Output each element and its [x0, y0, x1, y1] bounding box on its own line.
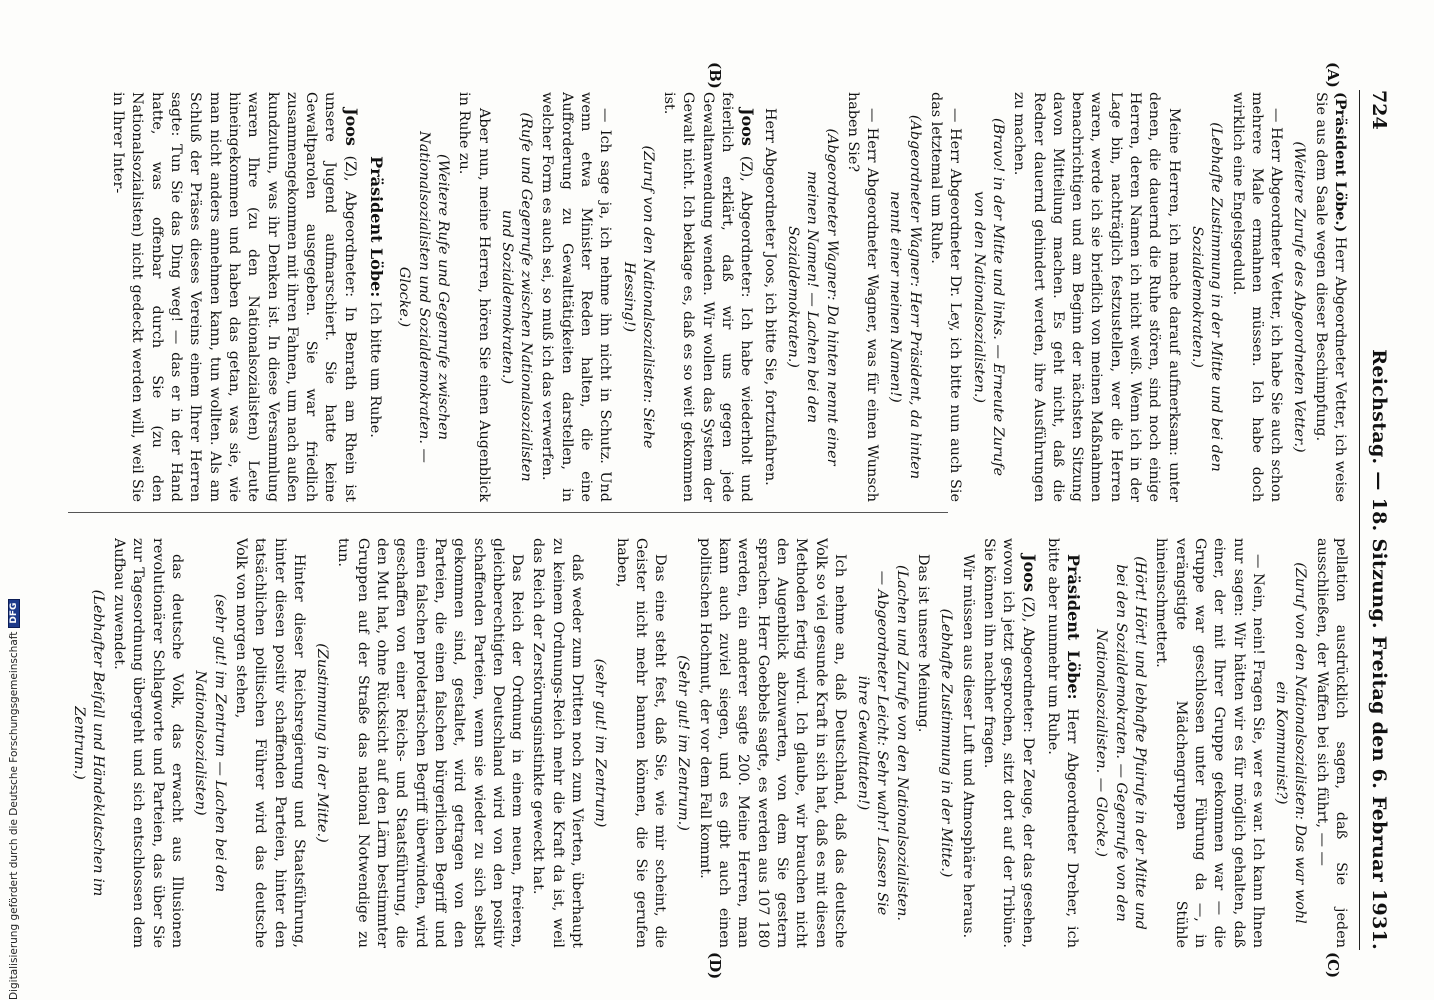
speaker-name: (Präsident Löbe.): [1332, 92, 1349, 233]
paragraph: — Herr Abgeordneter Wagner, was für einen Wunsch haben Sie?: [844, 92, 881, 502]
speaker-name: Präsident Löbe:: [1064, 554, 1084, 700]
interjection: (Bravo! in der Mitte und links. — Erneute Zurufe von den Nationalsozialisten.): [970, 117, 1006, 476]
paragraph: [1310, 92, 1350, 502]
paragraph: das deutsche Volk, das erwacht aus Illusionen revolutionärer Schlagworte und Parteien, das über Sie zur Tagesordnung übergeht und sich entschlossen dem Aufbau zuwendet.: [111, 538, 186, 948]
paragraph: daß weder zum Dritten noch zum Vierten, überhaupt zu keinem Ordnungs-Reich mehr die Kraft da ist, weil das Reich der Zerstörungsinstinkte geweckt hat.: [530, 538, 586, 948]
interjection: (Zuruf von den Nationalsozialisten: Siehe Hessing!): [620, 145, 656, 449]
interjection: (Rufe und Gegenrufe zwischen Nationalsozialisten und Sozialdemokraten.): [498, 112, 535, 482]
paragraph: [659, 92, 757, 502]
speaker-name: Joos: [738, 108, 758, 146]
speaker-line: [1043, 538, 1084, 948]
paragraph-text: (Z), Abgeordneter: In Benrath am Rhein ist unsere Jugend aufmarschiert. Sie hatte keine Gewaltparolen ausgegeben. Sie war friedlich zusammengekommen mit ihren Fahnen, um nach außen kundzutun, was ihr Denken ist. In diese Versammlung waren Ihre (zu den Nationalsozialisten) Leute hineingekommen und haben das getan, was sie, wie man nicht anders annehmen kann, tun wollten. Als am Schluß der Präses dieses Vereins einem Ihrer Herren sagte: Tun Sie das Ding weg! — das er in der Hand hatte, was offenbar durch Sie (zu den Nationalsozialisten) nicht gedeckt werden will, weil Sie in Ihrer Inter-: [110, 92, 358, 502]
page-header: [1359, 90, 1394, 950]
margin-mark-b: (B): [706, 62, 724, 89]
interjection: (Lebhafte Zustimmung in der Mitte und bei den Sozialdemokraten.): [1188, 122, 1225, 472]
right-column: [70, 538, 1350, 948]
interjection: (Abgeordneter Wagner: Herr Präsident, da hinten nennt einer meinen Namen!): [887, 114, 923, 480]
paragraph: Das eine steht fest, daß Sie, wie mir scheint, die Geister nicht mehr bannen können, die Sie gerufen haben,: [613, 538, 669, 948]
margin-mark-d: (D): [706, 952, 724, 980]
paragraph: Wir müssen aus dieser Luft und Atmosphäre heraus.: [959, 554, 976, 939]
interjection: (Weitere Rufe und Gegenrufe zwischen Nationalsozialisten und Sozialdemokraten. — Glocke.): [396, 131, 451, 463]
paragraph-text: (Z), Abgeordneter: Ich habe wiederholt und feierlich erklärt, daß wir uns gegen jede Gewaltanwendung wenden. Wir wollen das System der Gewalt nicht. Ich beklage es, daß es so weit gekommen ist.: [661, 92, 755, 502]
interjection: (Abgeordneter Wagner: Da hinten nennt einer meinen Namen! — Lachen bei den Sozialdemokraten.): [784, 128, 840, 466]
paragraph: Das Reich der Ordnung in einem neuen, freieren, gleichberechtigten Deutschland wird von den positiv schaffenden Parteien, wenn sie wieder zu sich selbst gekommen sind, gestaltet, wird getragen von den Parteien, die einen falschen bürgerlichen Begriff und einen falschen proletarischen Begriff überwinden, wird geschaffen von einer Reichs- und Staatsführung, die den Mut hat, ohne Rücksicht auf den Lärm bestimmter Gruppen auf der Straße das national Notwendige zu tun.: [335, 538, 526, 948]
interjection: (sehr gut! im Zentrum — Lachen bei den Nationalsozialisten): [192, 593, 228, 893]
column-divider: [68, 512, 948, 513]
paragraph-text: Ich bitte um Ruhe.: [367, 297, 384, 438]
speaker-name: Präsident Löbe:: [367, 156, 387, 298]
interjection: (sehr gut! im Zentrum): [592, 658, 609, 828]
interjection: (Zustimmung in der Mitte.): [314, 643, 331, 843]
paragraph: — Nein, nein! Fragen Sie, wer es war. Ich kann Ihnen nur sagen: Wir hätten wir es für möglich gehalten, daß einer, der mit Ihrer Gruppe gekommen war — die Gruppe war geschlossen unter Führung da —, in verängstigte Mädchengruppen Stühle hineinschmettert.: [1153, 538, 1266, 948]
margin-mark-a: (A): [1324, 62, 1342, 88]
paragraph: — Herr Abgeordneter Vetter, ich habe Sie auch schon mehrere Male ermahnen müssen. Ich habe doch wirklich eine Engelsgeduld.: [1229, 92, 1285, 502]
interjection: (Weitere Zurufe des Abgeordneten Vetter.): [1291, 141, 1308, 453]
paragraph-text: Herr Abgeordneter Dreher, ich bitte aber nunmehr um Ruhe.: [1044, 538, 1081, 948]
paragraph-text: Herr Abgeordneter Vetter, ich weise Sie aus dem Saale wegen dieser Beschimpfung.: [1312, 92, 1348, 502]
interjection: (Zuruf von den Nationalsozialisten: Das war wohl ein Kommunist?): [1273, 562, 1309, 924]
dfg-logo: DFG: [8, 599, 20, 628]
paragraph: Aber nun, meine Herren, hören Sie einen Augenblick in Ruhe zu.: [456, 92, 492, 502]
paragraph: Meine Herren, ich mache darauf aufmerksam: unter denen, die dauernd die Ruhe stören, sind noch einige Herren, deren Namen ich nicht weiß. Wenn ich in der Lage bin, nachträglich festzustellen, wer die Herren waren, werde ich sie brieflich von meinen Maßnahmen benachrichtigen und am Beginn der nächsten Sitzung davon Mitteilung machen. Es geht nicht, daß die Redner dauernd gehindert werden, ihre Ausführungen zu machen.: [1011, 92, 1182, 502]
interjection: (Lebhafter Beifall und Händeklatschen im Zentrum.): [70, 589, 106, 897]
paragraph-text: (Z), Abgeordneter: Der Zeuge, der das gesehen, wovon ich jetzt gesprochen, sitzt dort auf der Tribüne. Sie können ihn nachher fragen.: [980, 538, 1036, 948]
interjection: (Lachen und Zurufe von den Nationalsozialisten. — Abgeordneter Leicht: Sehr wahr! Lassen Sie ihre Gewalttaten!): [855, 564, 910, 921]
paragraph: — Ich sage ja, ich nehme ihn nicht in Schutz. Und wenn etwa Minister Reden halten, die eine Aufforderung zu Gewalttätigkeiten darstellen, in welcher Form es auch sei, so muß ich das verwerfen.: [539, 92, 614, 502]
digitization-credit: [8, 10, 24, 1000]
paragraph: [108, 92, 361, 502]
paragraph: Das ist unsere Meinung.: [915, 554, 932, 733]
interjection: (Sehr gut! im Zentrum.): [675, 655, 692, 831]
credit-text: Digitalisierung gefördert durch die Deutsche Forschungsgemeinschaft: [8, 631, 20, 1000]
paragraph: [979, 538, 1039, 948]
paragraph: Hinter dieser Reichsregierung und Staatsführung, hinter diesen positiv schaffenden Parteien, hinter den tatsächlichen politischen Führer wird das deutsche Volk von morgen stehen,: [232, 538, 307, 948]
interjection: (Hört! Hört! und lebhafte Pfuirufe in der Mitte und bei den Sozialdemokraten. — Gegenrufe von den Nationalsozialisten. — Glocke.): [1093, 556, 1149, 930]
paragraph: pellation ausdrücklich sagen, daß Sie jeden ausschließen, der Waffen bei sich führt, — —: [1313, 538, 1349, 948]
paragraph: — Herr Abgeordneter Dr. Ley, ich bitte nun auch Sie das letztemal um Ruhe.: [928, 92, 964, 502]
running-title: Reichstag. — 18. Sitzung. Freitag den 6. Februar 1931.: [1368, 349, 1390, 950]
speaker-name: Joos: [1019, 554, 1039, 592]
paragraph: Herr Abgeordneter Joos, ich bitte Sie, fortzufahren.: [761, 108, 778, 486]
speaker-line: [365, 92, 386, 502]
left-column: [70, 92, 1350, 502]
interjection: (Lebhafte Zustimmung in der Mitte.): [938, 608, 955, 878]
speaker-name: Joos: [341, 108, 361, 146]
page-number: 724: [1368, 90, 1390, 130]
margin-mark-c: (C): [1324, 952, 1342, 979]
paragraph: Ich nehme an, daß Deutschland, daß das deutsche Volk so viel gesunde Kraft in sich hat, daß es mit diesen Methoden fertig wird. Ich glaube, wir brauchen nicht den Augenblick abzuwarten, von dem Sie gestern sprachen. Herr Goebbels sagte, es werden aus 107 180 werden, ein anderer sagte 200. Meine Herren, man kann auch zuviel siegen, und es gibt auch einen politischen Hochmut, der vor dem Fall kommt.: [696, 538, 848, 948]
